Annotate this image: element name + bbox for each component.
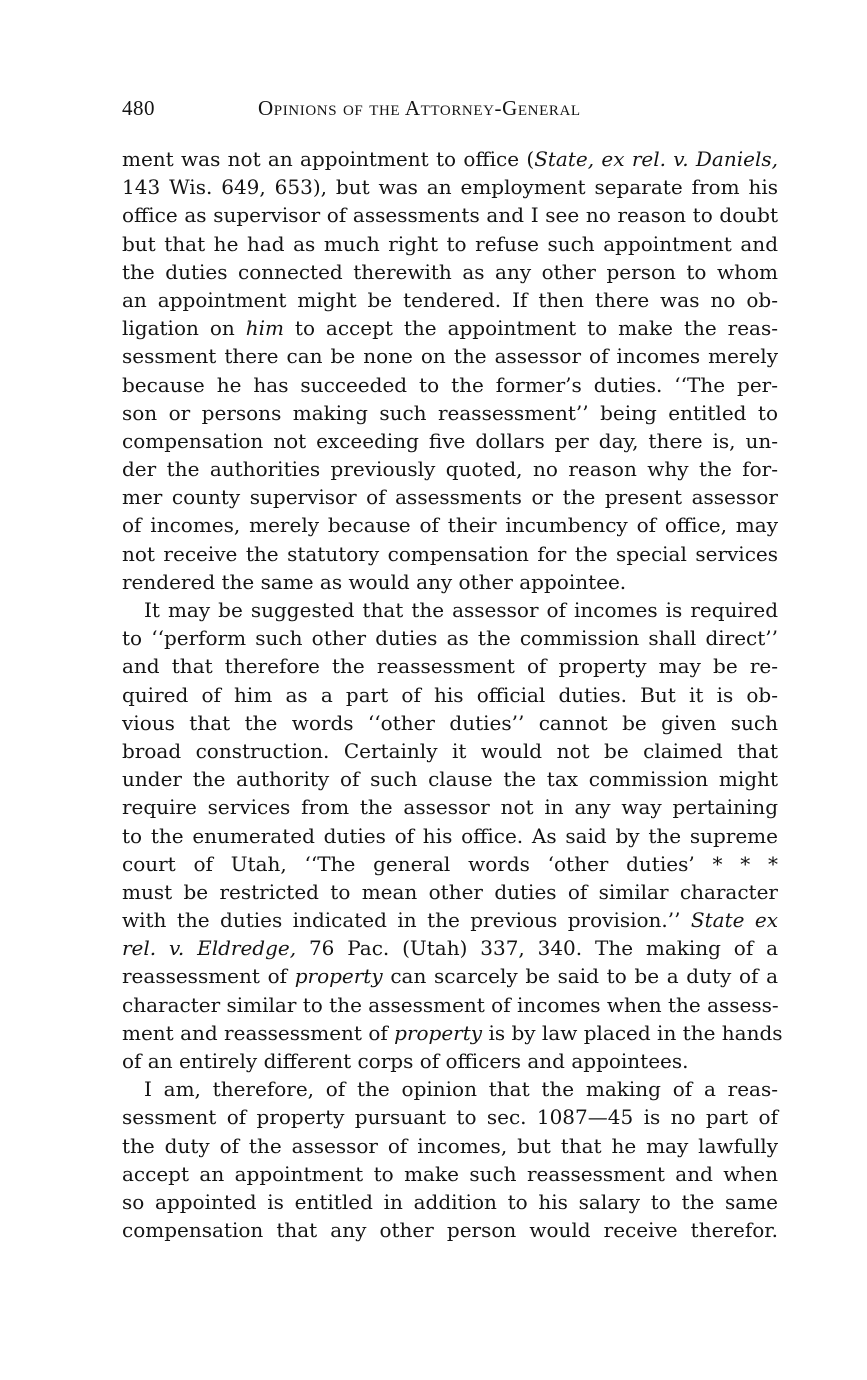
text-run: compensation not exceeding five dollars per day, there is, un- [122,428,778,453]
text-line [122,483,778,511]
text-line [122,568,778,596]
text-run: because he has succeeded to the former’s duties. ‘‘The per- [122,372,778,397]
text-run: rendered the same as would any other appointee. [122,569,627,594]
italic-text: State ex [690,908,778,933]
text-line [122,455,778,483]
text-line [122,906,778,934]
text-run: son or persons making such reassessment’’ being entitled to [122,400,778,425]
text-line [122,399,778,427]
italic-text: property [294,964,383,989]
text-line [122,709,778,737]
text-run: ligation on [122,316,246,341]
italic-text: property [394,1020,483,1045]
text-run: under the authority of such clause the tax commission might [122,767,778,792]
opinion-text [122,145,783,1244]
text-line [122,1075,778,1103]
text-run: an appointment might be tendered. If then there was no ob- [122,287,778,312]
text-run: office as supervisor of assessments and I see no reason to doubt [122,203,778,228]
text-line [122,596,778,624]
text-run: ment and reassessment of [122,1020,395,1045]
text-run: the duty of the assessor of incomes, but that he may lawfully [122,1133,778,1158]
text-line [122,624,778,652]
text-line [122,962,778,990]
text-run: It may be suggested that the assessor of incomes is required [144,598,778,622]
text-line [122,427,778,455]
text-run: ment was not an appointment to office ( [122,147,535,171]
text-run: der the authorities previously quoted, no reason why the for- [122,457,778,482]
text-run: with the duties indicated in the previous provision.’’ [122,908,691,933]
text-line [122,1188,778,1216]
italic-text: him [245,316,284,341]
text-line [122,652,778,680]
text-line [122,173,778,201]
text-run: can scarcely be said to be a duty of a [382,964,778,989]
text-run: reassessment of [122,964,295,989]
text-run: sessment of property pursuant to sec. 1087—45 is no part of [122,1105,778,1130]
italic-text: State, ex rel. v. Daniels, [534,147,778,171]
text-run: so appointed is entitled in addition to his salary to the same [122,1189,778,1214]
text-line [122,286,778,314]
text-run: not receive the statutory compensation for the special services [122,541,778,566]
text-run: compensation that any other person would receive therefor. [122,1218,778,1243]
text-run: the duties connected therewith as any other person to whom [122,259,778,284]
text-line [122,511,778,539]
text-line [122,314,778,342]
text-line [122,681,778,709]
text-line [122,258,778,286]
text-line [122,934,778,962]
text-line [122,1103,778,1131]
text-run: court of Utah, ‘‘The general words ‘other duties’ * * * [122,851,778,876]
page-header [122,93,782,123]
text-run: to accept the appointment to make the reas- [283,316,778,341]
text-line [122,1216,778,1244]
text-run: broad construction. Certainly it would not be claimed that [122,738,778,763]
text-run: 76 Pac. (Utah) 337, 340. The making of a [296,936,778,961]
text-run: but that he had as much right to refuse such appointment and [122,231,778,256]
text-run: to the enumerated duties of his office. As said by the supreme [122,823,778,848]
text-line [122,765,778,793]
text-line [122,737,778,765]
text-run: to ‘‘perform such other duties as the commission shall direct’’ [122,626,778,651]
text-run: of an entirely different corps of officers and appointees. [122,1049,689,1073]
text-line [122,230,778,258]
text-line [122,1160,778,1188]
text-run: is by law placed in the hands [482,1020,783,1045]
text-run: mer county supervisor of assessments or the present assessor [122,485,778,510]
text-run: must be restricted to mean other duties of similar character [122,879,778,904]
text-line [122,540,778,568]
text-run: I am, therefore, of the opinion that the making of a reas- [144,1077,778,1102]
text-run: of incomes, merely because of their incumbency of office, may [122,513,778,538]
text-run: accept an appointment to make such reassessment and when [122,1161,778,1186]
text-line [122,878,778,906]
text-line [122,793,778,821]
text-line [122,822,778,850]
text-line [122,1019,783,1047]
text-line [122,201,778,229]
text-run: character similar to the assessment of incomes when the assess- [122,992,779,1017]
running-head: Opinions of the Attorney-General [258,96,581,120]
italic-text: rel. v. Eldredge, [122,936,297,961]
page-number: 480 [122,96,155,120]
text-line [122,1132,778,1160]
text-line [122,371,778,399]
text-run: 143 Wis. 649, 653), but was an employment separate from his [122,175,778,200]
text-run: sessment there can be none on the assessor of incomes merely [122,344,778,369]
text-line [122,991,778,1019]
text-line [122,342,778,370]
text-line [122,1047,778,1075]
text-run: quired of him as a part of his official duties. But it is ob- [122,682,778,707]
text-line [122,850,778,878]
text-line [122,145,778,173]
text-run: and that therefore the reassessment of property may be re- [122,654,778,679]
text-run: require services from the assessor not in any way pertaining [122,795,778,820]
text-run: vious that the words ‘‘other duties’’ cannot be given such [122,710,778,735]
